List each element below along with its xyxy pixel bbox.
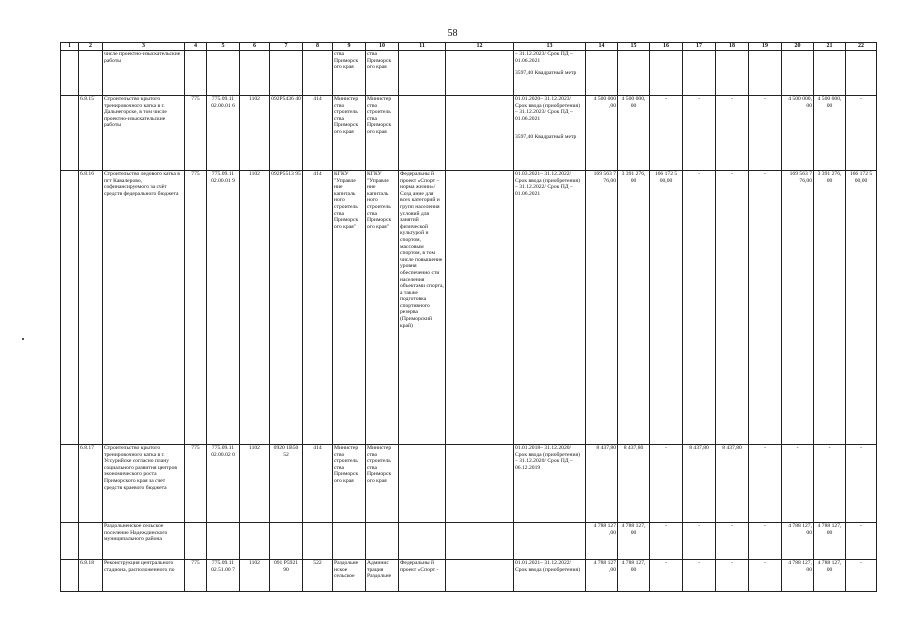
header-cell: 18 [716, 43, 749, 51]
cell-code: 775.09.11 02.00.01 9 [207, 171, 240, 445]
header-cell: 6 [240, 43, 270, 51]
cell-amount: - [846, 523, 877, 560]
cell-amount: 4 788 127, 00 [782, 523, 814, 560]
cell-executor: Министер ство строитель ства Приморск ого края [366, 96, 399, 171]
cell-amount: 4 788 127, 00 [814, 523, 846, 560]
cell-dates-term: 01.01.2020– 31.12.2023/ Срок ввода (приобретения) – 31.12.2023/ Срок ПД – 01.06.2021 [515, 96, 580, 122]
cell-name: Строительство крытого тренировочного катка в г. Дальнегорске, в том числе проектно-изыскательские работы [103, 96, 185, 171]
cell-code: 414 [303, 96, 333, 171]
header-cell: 19 [749, 43, 782, 51]
cell-number: 6.8.15 [79, 96, 103, 171]
cell-dates [514, 51, 586, 96]
cell-amount: 8 437,80 [716, 445, 749, 523]
cell-code: 091 P5921 90 [270, 560, 303, 592]
cell-amount: 4 788 127, 00 [618, 560, 650, 592]
cell-amount: - [749, 96, 782, 171]
cell-code: 092P5513 95 [270, 171, 303, 445]
cell-code: 1102 [240, 171, 270, 445]
header-cell: 16 [650, 43, 683, 51]
cell-code: 775 [185, 560, 207, 592]
cell-code: 0920 1В50 52 [270, 445, 303, 523]
cell-customer: Раздольне нское сельское [333, 560, 366, 592]
table-row-6-8-18 [61, 560, 877, 592]
cell-amount: - [846, 560, 877, 592]
cell-name: Строительство крытого тренировочного катка в г. Уссурийске согласно плану социального развития центров экономического роста Приморского края за счет средств краевого бюджета [103, 445, 185, 523]
cell-amount: 8 437,80 [618, 445, 650, 523]
cell-amount: 4 500 000, 00 [782, 96, 814, 171]
cell-dates: 01.01.2021– 31.12.2022/ Срок ввода (приобретения) [514, 560, 586, 592]
header-cell: 17 [683, 43, 716, 51]
cell-amount: 166 172 5 00,00 [650, 171, 683, 445]
cell-amount: 169 563 7 76,00 [782, 171, 814, 445]
cell-amount: 8 437,80 [586, 445, 618, 523]
cell-customer: ства Приморск ого края [333, 51, 366, 96]
cell-amount: 4 500 000, 00 [814, 96, 846, 171]
cell-amount: - [650, 445, 683, 523]
cell-dates-term: – 31.12.2023/ Срок ПД – 01.06.2021 [515, 51, 573, 64]
header-cell: 10 [366, 43, 399, 51]
cell-amount: - [683, 96, 716, 171]
cell-name: Раздольненское сельское поселение Надеждинского муниципального района [103, 523, 185, 560]
header-cell: 5 [207, 43, 240, 51]
cell-amount: 166 172 5 00,00 [846, 171, 877, 445]
cell-amount: - [683, 560, 716, 592]
cell-amount: - [749, 445, 782, 523]
cell-name: числе проектно-изыскательские работы [103, 51, 185, 96]
header-cell: 9 [333, 43, 366, 51]
cell-amount: - [846, 445, 877, 523]
cell-code: 775.09.11 02.00.02 0 [207, 445, 240, 523]
cell-amount: - [716, 523, 749, 560]
header-row [61, 43, 877, 51]
cell-amount: - [749, 171, 782, 445]
header-cell: 4 [185, 43, 207, 51]
cell-executor: ства Приморск ого края [366, 51, 399, 96]
cell-code: 775 [185, 445, 207, 523]
cell-amount: - [814, 445, 846, 523]
table-row-continuation [61, 51, 877, 96]
header-cell: 3 [103, 43, 185, 51]
header-cell: 22 [846, 43, 877, 51]
cell-amount: - [846, 96, 877, 171]
header-cell: 13 [514, 43, 586, 51]
cell-code: 1102 [240, 445, 270, 523]
cell-dates [514, 96, 586, 171]
cell-amount: - [782, 445, 814, 523]
cell-number: 6.8.16 [79, 171, 103, 445]
cell-dates-area: 3597,40 Квадратный метр [515, 70, 577, 77]
cell-amount: - [650, 96, 683, 171]
cell-amount: 4 788 127 ,00 [586, 523, 618, 560]
cell-amount: 4 788 127 ,00 [586, 560, 618, 592]
cell-dates-area: 3597,40 Квадратный метр [515, 134, 577, 141]
cell-number: 6.8.18 [79, 560, 103, 592]
header-cell: 8 [303, 43, 333, 51]
header-cell: 11 [399, 43, 446, 51]
header-cell: 7 [270, 43, 303, 51]
cell-dates: 01.01.2018– 31.12.2020/ Срок ввода (приобретения) – 31.12.2020/ Срок ПД – 06.12.2019 [514, 445, 586, 523]
table-row-6-8-15 [61, 96, 877, 171]
cell-amount: - [650, 523, 683, 560]
cell-customer: Министер ство строитель ства Приморск ого края [333, 96, 366, 171]
cell-amount: 4 788 127, 00 [618, 523, 650, 560]
cell-customer: Министер ство строитель ства Приморск ого края [333, 445, 366, 523]
cell-amount: 3 391 276, 00 [814, 171, 846, 445]
table-row-6-8-17 [61, 445, 877, 523]
cell-code: 522 [303, 560, 333, 592]
scan-speck [22, 338, 24, 340]
cell-code: 092P5436 40 [270, 96, 303, 171]
cell-amount: 169 563 7 76,00 [586, 171, 618, 445]
cell-amount: - [749, 523, 782, 560]
cell-dates: 01.03.2021– 31.12.2022/ Срок ввода (приобретения) – 31.12.2022/ Срок ПД – 01.06.2021 [514, 171, 586, 445]
cell-customer: КГКУ "Управле ние капиталь ного строитель ства Приморск ого края" [333, 171, 366, 445]
header-cell: 20 [782, 43, 814, 51]
cell-amount: - [716, 171, 749, 445]
cell-number: 6.8.17 [79, 445, 103, 523]
cell-code: 775 [185, 171, 207, 445]
header-cell: 14 [586, 43, 618, 51]
cell-amount: 4 788 127, 00 [814, 560, 846, 592]
header-cell: 21 [814, 43, 846, 51]
cell-code: 775.09.11 02.51.00 7 [207, 560, 240, 592]
cell-amount: 3 391 276, 00 [618, 171, 650, 445]
cell-amount: - [716, 96, 749, 171]
table-row-municipality [61, 523, 877, 560]
cell-project: Федеральны й проект «Спорт – норма жизни»/Созд ание для всех категорий и групп населения условий для занятий физической культурой и спортом, массовым спортом, в том числе повышение уровня обеспеченно сти населения объектами спорта, а также подготовка спортивного резерва (Приморский край) [399, 171, 446, 445]
cell-code: 775 [185, 96, 207, 171]
header-cell: 1 [61, 43, 79, 51]
cell-amount: - [650, 560, 683, 592]
cell-name: Строительство ледового катка в пгт Кавалерово, софинансируемого за счёт средств федерального бюджета [103, 171, 185, 445]
cell-code: 1102 [240, 560, 270, 592]
table-row-6-8-16 [61, 171, 877, 445]
cell-code: 1102 [240, 96, 270, 171]
cell-amount: - [683, 523, 716, 560]
cell-amount: 8 437,80 [683, 445, 716, 523]
cell-project: Федеральны й проект «Спорт - [399, 560, 446, 592]
cell-executor: КГКУ "Управле ние капиталь ного строитель ства Приморск ого края" [366, 171, 399, 445]
cell-executor: Министер ство строитель ства Приморск ого края [366, 445, 399, 523]
cell-name: Реконструкция центрального стадиона, расположенного по [103, 560, 185, 592]
cell-amount: - [749, 560, 782, 592]
cell-amount: - [683, 171, 716, 445]
budget-table [60, 42, 877, 592]
page-number: 58 [447, 28, 458, 39]
cell-code: 775.09.11 02.00.01 6 [207, 96, 240, 171]
cell-amount: 4 500 000 ,00 [586, 96, 618, 171]
cell-executor: Админис трация Раздольне [366, 560, 399, 592]
header-cell: 15 [618, 43, 650, 51]
header-cell: 2 [79, 43, 103, 51]
cell-amount: 4 500 000, 00 [618, 96, 650, 171]
cell-code: 414 [303, 171, 333, 445]
cell-amount: - [716, 560, 749, 592]
header-cell: 12 [446, 43, 514, 51]
cell-amount: 4 788 127, 00 [782, 560, 814, 592]
cell-code: 414 [303, 445, 333, 523]
